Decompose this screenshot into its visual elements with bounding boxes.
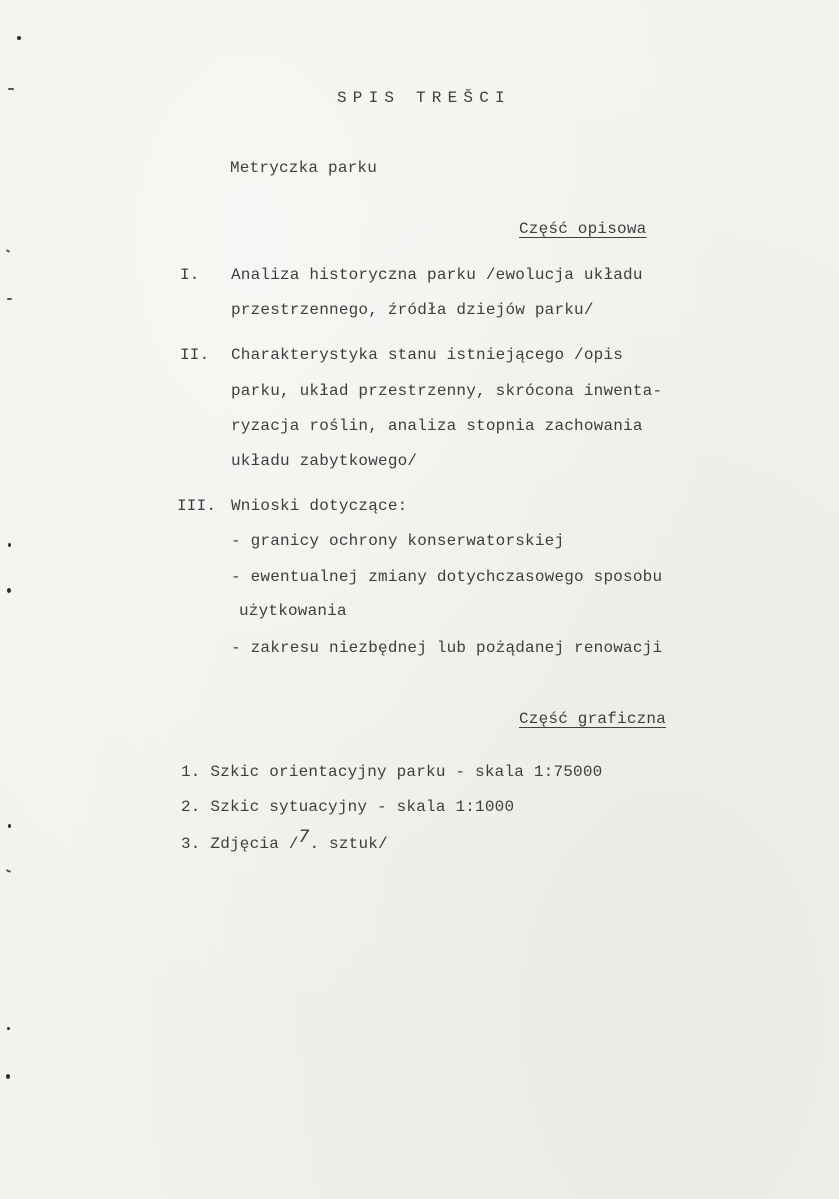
conclusion-item: - granicy ochrony konserwatorskiej <box>231 532 565 550</box>
scan-speck <box>8 543 11 547</box>
photos-prefix: 3. Zdjęcia / <box>181 835 299 853</box>
item-text-line: ryzacja roślin, analiza stopnia zachowania <box>231 417 643 435</box>
graphic-item: 1. Szkic orientacyjny parku - skala 1:75000 <box>181 763 603 781</box>
scan-speck <box>6 869 11 873</box>
scan-speck <box>7 588 11 593</box>
handwritten-photo-count: 7 <box>298 827 310 847</box>
item-text-line: układu zabytkowego/ <box>231 452 418 470</box>
item-number: III. <box>177 497 217 515</box>
graphic-item-photos <box>181 827 388 854</box>
scan-speck <box>17 36 21 40</box>
section-heading-descriptive: Część opisowa <box>519 220 647 238</box>
item-text-line: parku, układ przestrzenny, skrócona inwenta- <box>231 382 663 400</box>
item-text-line: Analiza historyczna parku /ewolucja układu <box>231 266 643 284</box>
graphic-item: 2. Szkic sytuacyjny - skala 1:1000 <box>181 798 515 816</box>
scan-speck <box>6 1074 10 1079</box>
item-text-line: przestrzennego, źródła dziejów parku/ <box>231 301 594 319</box>
section-heading-graphic: Część graficzna <box>519 710 667 728</box>
scan-speck <box>8 88 14 90</box>
scan-speck <box>8 824 11 828</box>
photos-suffix: . sztuk/ <box>309 835 388 853</box>
scan-speck <box>6 249 10 253</box>
scan-speck <box>7 298 12 300</box>
scan-speck <box>7 1027 10 1030</box>
item-number: I. <box>180 266 200 284</box>
page-title: SPIS TREŠCI <box>337 89 511 107</box>
park-register-label: Metryczka parku <box>230 159 378 177</box>
conclusion-item-continuation: użytkowania <box>239 602 347 620</box>
item-number: II. <box>180 346 210 364</box>
conclusion-item: - zakresu niezbędnej lub pożądanej renowacji <box>231 639 663 657</box>
item-text-line: Charakterystyka stanu istniejącego /opis <box>231 346 624 364</box>
item-text-line: Wnioski dotyczące: <box>231 497 408 515</box>
conclusion-item: - ewentualnej zmiany dotychczasowego sposobu <box>231 568 663 586</box>
